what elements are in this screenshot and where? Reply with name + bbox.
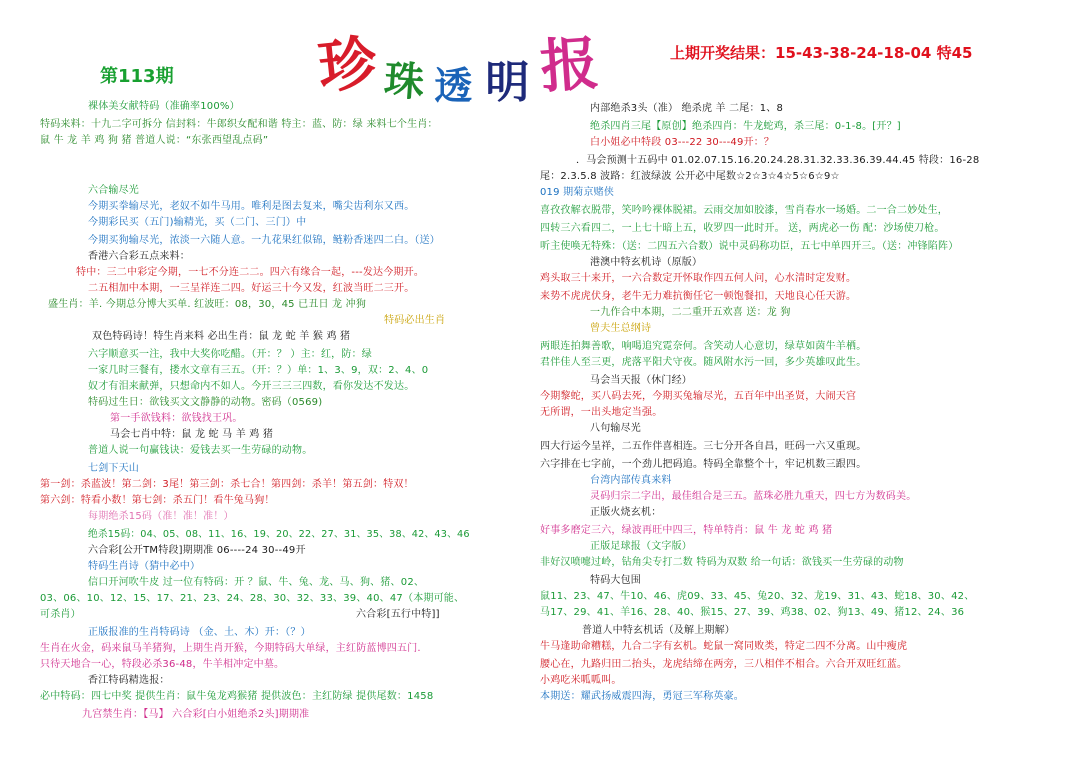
issue-number: 第113期: [100, 66, 174, 87]
right-text-line: 曾夫生总纲诗: [590, 323, 652, 334]
right-text-line: 四转三六看四二，一上七十暗上五，收罗四一此时开。 送，两虎必一伤 配：沙场使刀枪。: [540, 223, 945, 234]
right-text-line: 马17、29、41、羊16、28、40、猴15、27、39、鸡38、02、狗13、49、猪12、24、36: [540, 607, 965, 618]
left-text-line: 盛生肖：羊. 今期总分博大买单. 红波旺：08，30，45 已丑日 龙 冲狗: [48, 299, 367, 310]
left-text-line: 正版报准的生肖特码诗 （金、土、木）开：（？）: [88, 627, 311, 638]
left-text-line: 特码必出生肖: [384, 315, 446, 326]
right-text-line: ．马会预测十五码中 01.02.07.15.16.20.24.28.31.32.33.36.39.44.45 特段：16-28: [576, 155, 980, 166]
right-text-line: 马会当天报（休门经）: [590, 375, 692, 386]
right-text-line: 正版火烧玄机：: [590, 507, 662, 518]
left-text-line: 第一手欲钱料：欲钱找王巩。: [110, 413, 243, 424]
left-text-line: 九宫禁生肖：【马】 六合彩[白小姐绝杀2头]期期准: [82, 709, 310, 720]
right-text-line: 灵码归宗二字出，最佳组合是三五。蓝珠必胜九重天，四七方为数码美。: [590, 491, 917, 502]
left-text-line: 只待天地合一心，特段必杀36-48，牛羊相冲定中墓。: [40, 659, 285, 670]
left-text-line: 绝杀15码：04、05、08、11、16、19、20、22、27、31、35、38、42、43、46: [88, 529, 470, 540]
left-text-line: 七剑下天山: [88, 463, 139, 474]
left-text-line: 鼠 牛 龙 羊 鸡 狗 猪 普道人说：“东张西望乱点码”: [40, 135, 269, 146]
left-text-line: 奴才有泪来献弹，只想命内不如人。今开三三三四数，看你发达不发达。: [88, 381, 415, 392]
title-char-3: 透: [434, 63, 473, 108]
right-text-line: 内部绝杀3头（准） 绝杀虎 羊 二尾：1、8: [590, 103, 784, 114]
right-text-line: 白小姐必中特段 03---22 30---49开：？: [590, 137, 775, 148]
right-text-line: 小鸡吃米呱呱叫。: [540, 675, 622, 686]
left-text-line: 今期买狗输尽光，浓淡一六随人意。一九花果红似锦，鲢粉香迷四二白。（送）: [88, 235, 440, 246]
right-text-line: 两眼连拍舞善歌，响喝追究霓奈何。含笑动人心意切，绿草如茵牛羊栖。: [540, 341, 867, 352]
left-text-line: 二五相加中本期，一三呈祥连二四。好运三十今又发，红波当旺二三开。: [88, 283, 415, 294]
title-char-1: 珍: [315, 28, 380, 102]
right-text-line: 无所谓，一出头地定当强。: [540, 407, 663, 418]
right-text-line: 正版足球报（文字版）: [590, 541, 692, 552]
left-text-line: 六字顺意买一注，我中大奖你吃醋。（开：？ ）主：红，防：绿: [88, 349, 372, 360]
right-text-line: 六字排在七字前，一个劲儿把码追。特码全靠整个十，牢记机数三跟四。: [540, 459, 867, 470]
left-text-line: 可杀肖）: [40, 609, 81, 620]
title-char-4: 明: [485, 57, 530, 108]
last-draw-result: 上期开奖结果：15-43-38-24-18-04 特45: [670, 44, 973, 62]
right-text-line: 八句输尽光: [590, 423, 641, 434]
right-text-line: 特码大包围: [590, 575, 641, 586]
right-text-line: 绝杀四肖三尾【原创】绝杀四肖：牛龙蛇鸡，杀三尾：0-1-8。[开？]: [590, 121, 901, 132]
left-text-line: 第一剑：杀蓝波！第二剑：3尾！第三剑：杀七合！第四剑：杀羊！第五剑：特双！: [40, 479, 414, 490]
left-text-line: 今期买拳输尽光，老奴不如牛马用。唯利是图去复来，嘴尖齿利东又西。: [88, 201, 415, 212]
left-text-line: 裸体美女献特码（准确率100%）: [88, 101, 240, 112]
title-char-2: 珠: [382, 56, 426, 107]
left-text-line: 必中特码：四七中奖 提供生肖：鼠牛兔龙鸡猴猪 提供波色：主红防绿 提供尾数：1458: [40, 691, 434, 702]
left-text-line: 特中：三二中彩定今期，一七不分连二二。四六有缘合一起，---发达今期开。: [76, 267, 425, 278]
right-text-line: 鸡头取三十来开，一六合数定开怀取作四五何人问，心水清时定发财。: [540, 273, 857, 284]
right-text-line: 非好汉喷嚏过岭，钻角尖专打二数 特码为双数 给一句话：欲钱买一生劳碌的动物: [540, 557, 904, 568]
left-text-line: 03、06、10、12、15、17、21、23、24、28、30、32、33、39、40、47（本期可能、: [40, 593, 465, 604]
left-text-line: 马会七肖中特：鼠 龙 蛇 马 羊 鸡 猪: [110, 429, 274, 440]
left-text-line: 六合彩[公开TM特段]期期准 06----24 30--49开: [88, 545, 306, 556]
left-text-line: 香江特码精选报：: [88, 675, 170, 686]
left-text-line: 今期彩民买（五门)输精光，买（二门、三门）中: [88, 217, 307, 228]
right-text-line: 听主使唤无特殊：（送：二四五六合数）说中灵码称功臣，五七中单四开三。（送：冲锋陷阵）: [540, 241, 959, 252]
right-text-line: 港澳中特玄机诗（原版）: [590, 257, 703, 268]
right-text-line: 君伴佳人至三更，虎落平阳犬守夜。随风附水污一回，多少英雄叹此生。: [540, 357, 867, 368]
left-text-line: 六合输尽光: [88, 185, 139, 196]
right-text-line: 牛马逢助命糟糕，九合二字有玄机。蛇鼠一窝同败类，特定二四不分离。山中瘦虎: [540, 641, 908, 652]
right-text-line: 喜孜孜解衣脱带，笑吟吟裸体脱裙。云雨交加如胶漆，雪肖春水一场婚。二一合二妙处生，: [540, 205, 948, 216]
right-text-line: 019 期菊京赌侠: [540, 187, 615, 198]
left-text-line: 生肖在火金，码来鼠马羊猪狗，上期生肖开猴，今期特码大单绿，主红防蓝博四五门.: [40, 643, 421, 654]
left-text-line: 六合彩[五行中特]]: [356, 609, 440, 620]
left-text-line: 香港六合彩五点来料：: [88, 251, 190, 262]
right-text-line: 台湾内部传真来料: [590, 475, 672, 486]
left-text-line: 特码过生日：欲钱买文文静静的动物。密码（0569): [88, 397, 323, 408]
right-text-line: 本期送：耀武扬威震四海，勇冠三军称英豪。: [540, 691, 744, 702]
right-text-line: 普道人中特玄机话（及解上期解）: [582, 625, 735, 636]
left-text-line: 信口开河吹牛皮 过一位有特码：开 ？鼠、牛、兔、龙、马、狗、猪、02、: [88, 577, 425, 588]
left-text-line: 每期绝杀15码（准！准！准！）: [88, 511, 234, 522]
right-text-line: 鼠11、23、47、牛10、46、虎09、33、45、兔20、32、龙19、31、43、蛇18、30、42、: [540, 591, 975, 602]
left-text-line: 第六剑：特看小数！第七剑：杀五门！看牛兔马狗！: [40, 495, 275, 506]
right-text-line: 来势不虎虎伏身，老牛无力难抗衡任它一顿饱餐扣，天地良心任天游。: [540, 291, 857, 302]
left-text-line: 双色特码诗！特生肖来料 必出生肖：鼠 龙 蛇 羊 猴 鸡 猪: [92, 331, 351, 342]
right-text-line: 一九作合中本期，二二重开五欢喜 送：龙 狗: [590, 307, 791, 318]
right-text-line: 尾：2.3.5.8 波路：红波绿波 公开必中尾数☆2☆3☆4☆5☆6☆9☆: [540, 171, 840, 182]
right-text-line: 四大行运今呈祥，二五作伴喜相连。三七分开各自昌，旺码一六又重现。: [540, 441, 867, 452]
title-char-5: 报: [538, 29, 602, 101]
right-text-line: 好事多磨定三六，绿波再旺中四三，特单特肖：鼠 牛 龙 蛇 鸡 猪: [540, 525, 833, 536]
left-text-line: 特码来料：十九二字可拆分 信封料：牛郎织女配和谐 特主：蓝、防：绿 来料七个生肖：: [40, 119, 438, 130]
left-text-line: 一家几时三餐有，搂水文章有三五。（开：？）单：1、3、9，双：2、4、0: [88, 365, 429, 376]
left-text-line: 特码生肖诗（猜中必中）: [88, 561, 201, 572]
right-text-line: 今期黎蛇，买八码去死，今期买兔输尽光，五百年中出圣贤，大闹天宫: [540, 391, 857, 402]
left-text-line: 普道人说一句赢钱诀：爱钱去买一生劳碌的动物。: [88, 445, 313, 456]
right-text-line: 腰心在，九路归田二抬头，龙虎结缔在两旁，三八相伴不相合。六合开双旺红蓝。: [540, 659, 908, 670]
